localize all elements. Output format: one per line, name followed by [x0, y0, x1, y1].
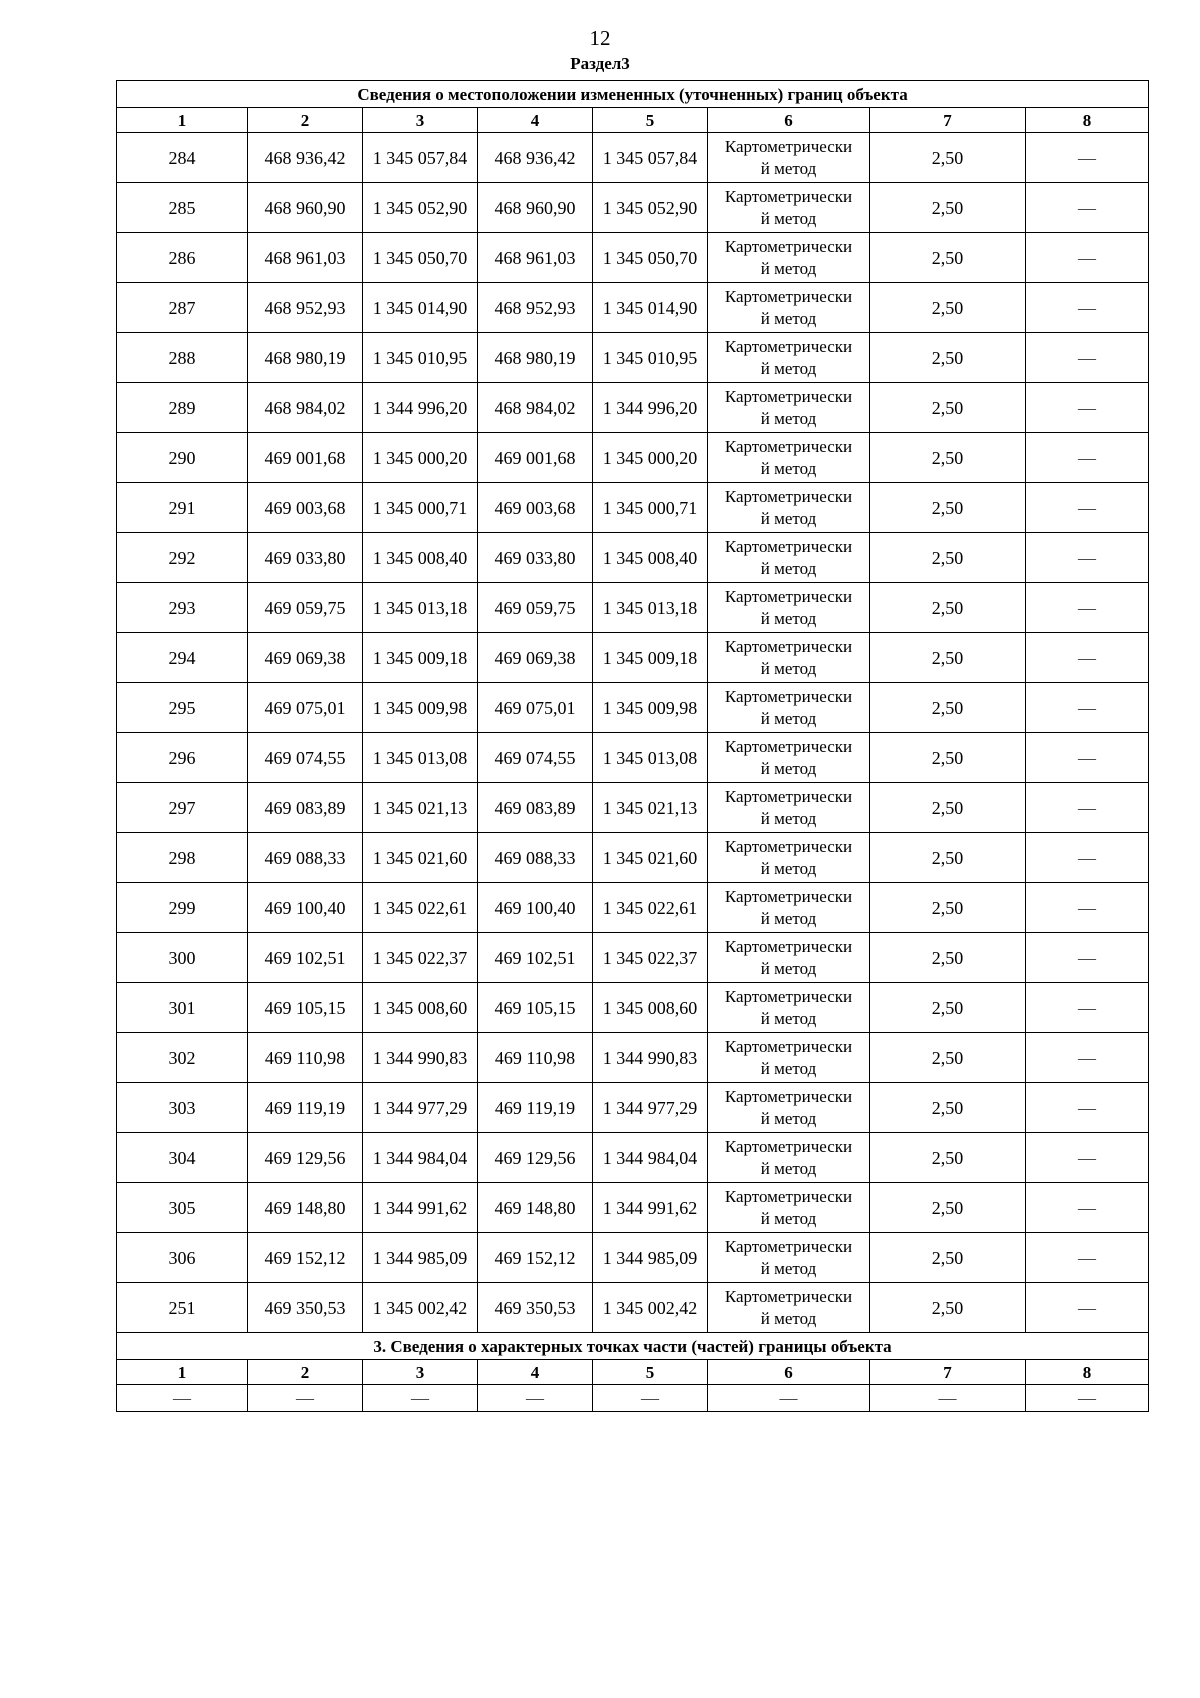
note-cell: —: [1026, 683, 1149, 733]
method-line-1: Картометрически: [724, 136, 853, 156]
method-line-2: й метод: [760, 1308, 817, 1328]
table-row: [117, 1133, 1149, 1183]
method-line-2: й метод: [760, 308, 817, 328]
y-refined-cell: 1 345 057,84: [593, 133, 708, 183]
coordinates-table: [116, 80, 1149, 1412]
table-row: [117, 1233, 1149, 1283]
method-line-2: й метод: [760, 1258, 817, 1278]
point-number-cell: 286: [117, 233, 248, 283]
y-existing-cell: 1 345 013,18: [363, 583, 478, 633]
y-existing-cell: 1 344 990,83: [363, 1033, 478, 1083]
method-line-2: й метод: [760, 258, 817, 278]
x-refined-cell: 469 110,98: [478, 1033, 593, 1083]
method-cell: [708, 783, 870, 833]
x-existing-cell: 469 001,68: [248, 433, 363, 483]
y-existing-cell: 1 345 013,08: [363, 733, 478, 783]
point-number-cell: 296: [117, 733, 248, 783]
accuracy-cell: 2,50: [870, 533, 1026, 583]
x-refined-cell: 469 350,53: [478, 1283, 593, 1333]
y-existing-cell: 1 345 010,95: [363, 333, 478, 383]
column-number: 3: [363, 108, 478, 133]
y-existing-cell: 1 345 021,13: [363, 783, 478, 833]
point-number-cell: 287: [117, 283, 248, 333]
y-refined-cell: 1 345 009,98: [593, 683, 708, 733]
note-cell: —: [1026, 883, 1149, 933]
y-refined-cell: 1 345 009,18: [593, 633, 708, 683]
method-line-2: й метод: [760, 458, 817, 478]
y-refined-cell: 1 345 050,70: [593, 233, 708, 283]
x-refined-cell: 469 088,33: [478, 833, 593, 883]
table-row: [117, 1083, 1149, 1133]
accuracy-cell: 2,50: [870, 1233, 1026, 1283]
empty-cell: —: [478, 1385, 593, 1412]
table2-column-numbers-row: [117, 1360, 1149, 1385]
table-row: [117, 783, 1149, 833]
x-refined-cell: 468 984,02: [478, 383, 593, 433]
table-body: [117, 81, 1149, 1412]
method-line-1: Картометрически: [724, 986, 853, 1006]
x-existing-cell: 469 102,51: [248, 933, 363, 983]
table-row: [117, 533, 1149, 583]
method-line-2: й метод: [760, 708, 817, 728]
method-line-2: й метод: [760, 1108, 817, 1128]
method-line-1: Картометрически: [724, 1086, 853, 1106]
empty-cell: —: [708, 1385, 870, 1412]
x-existing-cell: 469 003,68: [248, 483, 363, 533]
x-existing-cell: 469 083,89: [248, 783, 363, 833]
x-refined-cell: 469 074,55: [478, 733, 593, 783]
note-cell: —: [1026, 1083, 1149, 1133]
y-refined-cell: 1 344 991,62: [593, 1183, 708, 1233]
x-existing-cell: 469 088,33: [248, 833, 363, 883]
table-row: [117, 183, 1149, 233]
method-line-2: й метод: [760, 558, 817, 578]
empty-cell: —: [593, 1385, 708, 1412]
y-existing-cell: 1 345 057,84: [363, 133, 478, 183]
table2-empty-row: [117, 1385, 1149, 1412]
note-cell: —: [1026, 933, 1149, 983]
column-number: 5: [593, 1360, 708, 1385]
point-number-cell: 298: [117, 833, 248, 883]
method-line-1: Картометрически: [724, 286, 853, 306]
accuracy-cell: 2,50: [870, 1033, 1026, 1083]
x-existing-cell: 469 069,38: [248, 633, 363, 683]
note-cell: —: [1026, 1133, 1149, 1183]
empty-cell: —: [870, 1385, 1026, 1412]
y-existing-cell: 1 344 984,04: [363, 1133, 478, 1183]
x-existing-cell: 469 119,19: [248, 1083, 363, 1133]
y-existing-cell: 1 345 014,90: [363, 283, 478, 333]
column-number: 4: [478, 108, 593, 133]
accuracy-cell: 2,50: [870, 1133, 1026, 1183]
x-refined-cell: 469 059,75: [478, 583, 593, 633]
x-refined-cell: 468 961,03: [478, 233, 593, 283]
point-number-cell: 299: [117, 883, 248, 933]
method-line-1: Картометрически: [724, 636, 853, 656]
x-refined-cell: 468 960,90: [478, 183, 593, 233]
x-refined-cell: 469 102,51: [478, 933, 593, 983]
x-existing-cell: 469 100,40: [248, 883, 363, 933]
method-cell: [708, 333, 870, 383]
method-line-1: Картометрически: [724, 1286, 853, 1306]
note-cell: —: [1026, 1033, 1149, 1083]
method-line-1: Картометрически: [724, 786, 853, 806]
x-refined-cell: 469 148,80: [478, 1183, 593, 1233]
accuracy-cell: 2,50: [870, 1083, 1026, 1133]
point-number-cell: 297: [117, 783, 248, 833]
method-cell: [708, 1133, 870, 1183]
column-number: 5: [593, 108, 708, 133]
column-number: 2: [248, 1360, 363, 1385]
y-existing-cell: 1 345 000,71: [363, 483, 478, 533]
table-row: [117, 333, 1149, 383]
x-existing-cell: 469 105,15: [248, 983, 363, 1033]
method-cell: [708, 1233, 870, 1283]
table2-caption-row: [117, 1333, 1149, 1360]
method-cell: [708, 533, 870, 583]
table-row: [117, 933, 1149, 983]
method-line-1: Картометрически: [724, 436, 853, 456]
note-cell: —: [1026, 333, 1149, 383]
point-number-cell: 292: [117, 533, 248, 583]
method-line-1: Картометрически: [724, 236, 853, 256]
y-refined-cell: 1 345 008,40: [593, 533, 708, 583]
method-cell: [708, 583, 870, 633]
method-cell: [708, 883, 870, 933]
column-number: 6: [708, 108, 870, 133]
x-existing-cell: 469 059,75: [248, 583, 363, 633]
x-existing-cell: 469 148,80: [248, 1183, 363, 1233]
y-refined-cell: 1 345 002,42: [593, 1283, 708, 1333]
point-number-cell: 293: [117, 583, 248, 633]
y-existing-cell: 1 345 021,60: [363, 833, 478, 883]
table-row: [117, 1033, 1149, 1083]
note-cell: —: [1026, 1183, 1149, 1233]
y-refined-cell: 1 345 022,61: [593, 883, 708, 933]
column-number: 8: [1026, 108, 1149, 133]
y-existing-cell: 1 345 022,61: [363, 883, 478, 933]
note-cell: —: [1026, 533, 1149, 583]
method-line-2: й метод: [760, 958, 817, 978]
x-existing-cell: 469 110,98: [248, 1033, 363, 1083]
method-line-2: й метод: [760, 1158, 817, 1178]
note-cell: —: [1026, 1233, 1149, 1283]
note-cell: —: [1026, 833, 1149, 883]
column-number: 3: [363, 1360, 478, 1385]
column-number: 7: [870, 1360, 1026, 1385]
method-line-1: Картометрически: [724, 736, 853, 756]
y-existing-cell: 1 345 050,70: [363, 233, 478, 283]
y-existing-cell: 1 344 977,29: [363, 1083, 478, 1133]
x-existing-cell: 468 952,93: [248, 283, 363, 333]
x-refined-cell: 469 119,19: [478, 1083, 593, 1133]
point-number-cell: 302: [117, 1033, 248, 1083]
point-number-cell: 251: [117, 1283, 248, 1333]
accuracy-cell: 2,50: [870, 183, 1026, 233]
section-title: Раздел3: [570, 54, 630, 73]
table-row: [117, 683, 1149, 733]
method-line-1: Картометрически: [724, 336, 853, 356]
accuracy-cell: 2,50: [870, 933, 1026, 983]
point-number-cell: 289: [117, 383, 248, 433]
point-number-cell: 284: [117, 133, 248, 183]
x-existing-cell: 469 152,12: [248, 1233, 363, 1283]
note-cell: —: [1026, 383, 1149, 433]
note-cell: —: [1026, 1283, 1149, 1333]
y-refined-cell: 1 344 996,20: [593, 383, 708, 433]
y-refined-cell: 1 345 022,37: [593, 933, 708, 983]
point-number-cell: 288: [117, 333, 248, 383]
method-line-1: Картометрически: [724, 386, 853, 406]
method-line-1: Картометрически: [724, 886, 853, 906]
page-number: 12: [589, 26, 611, 50]
note-cell: —: [1026, 233, 1149, 283]
method-cell: [708, 1183, 870, 1233]
table-row: [117, 883, 1149, 933]
method-line-1: Картометрически: [724, 186, 853, 206]
note-cell: —: [1026, 483, 1149, 533]
accuracy-cell: 2,50: [870, 733, 1026, 783]
accuracy-cell: 2,50: [870, 883, 1026, 933]
method-line-1: Картометрически: [724, 1036, 853, 1056]
x-refined-cell: 468 936,42: [478, 133, 593, 183]
table-row: [117, 433, 1149, 483]
table-row: [117, 483, 1149, 533]
table-row: [117, 133, 1149, 183]
y-existing-cell: 1 345 009,98: [363, 683, 478, 733]
method-line-2: й метод: [760, 158, 817, 178]
point-number-cell: 290: [117, 433, 248, 483]
point-number-cell: 291: [117, 483, 248, 533]
accuracy-cell: 2,50: [870, 1283, 1026, 1333]
method-line-2: й метод: [760, 658, 817, 678]
accuracy-cell: 2,50: [870, 833, 1026, 883]
method-cell: [708, 283, 870, 333]
method-cell: [708, 933, 870, 983]
y-refined-cell: 1 345 021,13: [593, 783, 708, 833]
accuracy-cell: 2,50: [870, 283, 1026, 333]
method-line-2: й метод: [760, 1208, 817, 1228]
method-cell: [708, 233, 870, 283]
empty-cell: —: [1026, 1385, 1149, 1412]
x-refined-cell: 469 100,40: [478, 883, 593, 933]
accuracy-cell: 2,50: [870, 983, 1026, 1033]
point-number-cell: 304: [117, 1133, 248, 1183]
method-cell: [708, 133, 870, 183]
accuracy-cell: 2,50: [870, 683, 1026, 733]
table-row: [117, 633, 1149, 683]
y-existing-cell: 1 345 052,90: [363, 183, 478, 233]
y-existing-cell: 1 345 000,20: [363, 433, 478, 483]
column-number: 6: [708, 1360, 870, 1385]
method-cell: [708, 183, 870, 233]
x-refined-cell: 469 003,68: [478, 483, 593, 533]
method-cell: [708, 833, 870, 883]
method-line-1: Картометрически: [724, 536, 853, 556]
x-existing-cell: 468 980,19: [248, 333, 363, 383]
x-existing-cell: 468 961,03: [248, 233, 363, 283]
note-cell: —: [1026, 583, 1149, 633]
column-number: 1: [117, 108, 248, 133]
method-line-2: й метод: [760, 758, 817, 778]
method-cell: [708, 383, 870, 433]
x-existing-cell: 469 033,80: [248, 533, 363, 583]
column-number: 1: [117, 1360, 248, 1385]
point-number-cell: 300: [117, 933, 248, 983]
method-line-1: Картометрически: [724, 1186, 853, 1206]
method-line-1: Картометрически: [724, 836, 853, 856]
accuracy-cell: 2,50: [870, 633, 1026, 683]
y-existing-cell: 1 344 996,20: [363, 383, 478, 433]
point-number-cell: 306: [117, 1233, 248, 1283]
accuracy-cell: 2,50: [870, 783, 1026, 833]
y-refined-cell: 1 344 977,29: [593, 1083, 708, 1133]
method-line-1: Картометрически: [724, 936, 853, 956]
column-number: 4: [478, 1360, 593, 1385]
note-cell: —: [1026, 733, 1149, 783]
table1-caption: Сведения о местоположении измененных (уточненных) границ объекта: [117, 81, 1149, 108]
method-line-1: Картометрически: [724, 486, 853, 506]
y-refined-cell: 1 344 990,83: [593, 1033, 708, 1083]
accuracy-cell: 2,50: [870, 233, 1026, 283]
accuracy-cell: 2,50: [870, 383, 1026, 433]
y-refined-cell: 1 345 013,18: [593, 583, 708, 633]
x-refined-cell: 469 001,68: [478, 433, 593, 483]
point-number-cell: 294: [117, 633, 248, 683]
column-number: 2: [248, 108, 363, 133]
method-cell: [708, 433, 870, 483]
method-line-2: й метод: [760, 358, 817, 378]
x-refined-cell: 468 952,93: [478, 283, 593, 333]
x-existing-cell: 469 350,53: [248, 1283, 363, 1333]
point-number-cell: 295: [117, 683, 248, 733]
note-cell: —: [1026, 783, 1149, 833]
x-refined-cell: 469 033,80: [478, 533, 593, 583]
point-number-cell: 301: [117, 983, 248, 1033]
method-line-1: Картометрически: [724, 686, 853, 706]
note-cell: —: [1026, 633, 1149, 683]
y-existing-cell: 1 345 022,37: [363, 933, 478, 983]
y-existing-cell: 1 345 002,42: [363, 1283, 478, 1333]
method-cell: [708, 483, 870, 533]
y-refined-cell: 1 345 000,71: [593, 483, 708, 533]
point-number-cell: 303: [117, 1083, 248, 1133]
x-refined-cell: 469 129,56: [478, 1133, 593, 1183]
method-cell: [708, 1033, 870, 1083]
y-refined-cell: 1 344 985,09: [593, 1233, 708, 1283]
table-row: [117, 833, 1149, 883]
y-refined-cell: 1 345 000,20: [593, 433, 708, 483]
empty-cell: —: [363, 1385, 478, 1412]
accuracy-cell: 2,50: [870, 1183, 1026, 1233]
method-line-2: й метод: [760, 508, 817, 528]
method-cell: [708, 633, 870, 683]
table-row: [117, 733, 1149, 783]
y-refined-cell: 1 345 052,90: [593, 183, 708, 233]
method-line-2: й метод: [760, 908, 817, 928]
x-existing-cell: 468 960,90: [248, 183, 363, 233]
method-line-2: й метод: [760, 208, 817, 228]
y-refined-cell: 1 345 021,60: [593, 833, 708, 883]
y-refined-cell: 1 345 010,95: [593, 333, 708, 383]
x-refined-cell: 469 075,01: [478, 683, 593, 733]
y-existing-cell: 1 345 009,18: [363, 633, 478, 683]
method-line-2: й метод: [760, 1058, 817, 1078]
table-row: [117, 983, 1149, 1033]
note-cell: —: [1026, 983, 1149, 1033]
method-cell: [708, 1083, 870, 1133]
x-refined-cell: 469 069,38: [478, 633, 593, 683]
table1-caption-row: [117, 81, 1149, 108]
empty-cell: —: [248, 1385, 363, 1412]
note-cell: —: [1026, 183, 1149, 233]
accuracy-cell: 2,50: [870, 433, 1026, 483]
note-cell: —: [1026, 283, 1149, 333]
method-line-1: Картометрически: [724, 1136, 853, 1156]
column-number: 8: [1026, 1360, 1149, 1385]
accuracy-cell: 2,50: [870, 333, 1026, 383]
empty-cell: —: [117, 1385, 248, 1412]
point-number-cell: 285: [117, 183, 248, 233]
y-refined-cell: 1 345 014,90: [593, 283, 708, 333]
y-refined-cell: 1 344 984,04: [593, 1133, 708, 1183]
table2-caption: 3. Сведения о характерных точках части (частей) границы объекта: [117, 1333, 1149, 1360]
x-existing-cell: 469 074,55: [248, 733, 363, 783]
accuracy-cell: 2,50: [870, 583, 1026, 633]
method-line-2: й метод: [760, 608, 817, 628]
method-line-1: Картометрически: [724, 586, 853, 606]
method-cell: [708, 1283, 870, 1333]
column-number: 7: [870, 108, 1026, 133]
table-row: [117, 233, 1149, 283]
accuracy-cell: 2,50: [870, 133, 1026, 183]
x-refined-cell: 469 105,15: [478, 983, 593, 1033]
table1-column-numbers-row: [117, 108, 1149, 133]
method-cell: [708, 683, 870, 733]
y-existing-cell: 1 345 008,60: [363, 983, 478, 1033]
method-line-2: й метод: [760, 1008, 817, 1028]
method-line-1: Картометрически: [724, 1236, 853, 1256]
x-refined-cell: 469 083,89: [478, 783, 593, 833]
x-existing-cell: 468 984,02: [248, 383, 363, 433]
y-existing-cell: 1 344 985,09: [363, 1233, 478, 1283]
method-cell: [708, 733, 870, 783]
x-existing-cell: 469 129,56: [248, 1133, 363, 1183]
table-row: [117, 283, 1149, 333]
point-number-cell: 305: [117, 1183, 248, 1233]
x-refined-cell: 468 980,19: [478, 333, 593, 383]
x-existing-cell: 469 075,01: [248, 683, 363, 733]
y-existing-cell: 1 344 991,62: [363, 1183, 478, 1233]
method-cell: [708, 983, 870, 1033]
x-refined-cell: 469 152,12: [478, 1233, 593, 1283]
y-refined-cell: 1 345 008,60: [593, 983, 708, 1033]
note-cell: —: [1026, 133, 1149, 183]
method-line-2: й метод: [760, 808, 817, 828]
y-existing-cell: 1 345 008,40: [363, 533, 478, 583]
table-row: [117, 1283, 1149, 1333]
method-line-2: й метод: [760, 408, 817, 428]
accuracy-cell: 2,50: [870, 483, 1026, 533]
table-row: [117, 583, 1149, 633]
y-refined-cell: 1 345 013,08: [593, 733, 708, 783]
method-line-2: й метод: [760, 858, 817, 878]
x-existing-cell: 468 936,42: [248, 133, 363, 183]
table-row: [117, 1183, 1149, 1233]
table-row: [117, 383, 1149, 433]
note-cell: —: [1026, 433, 1149, 483]
